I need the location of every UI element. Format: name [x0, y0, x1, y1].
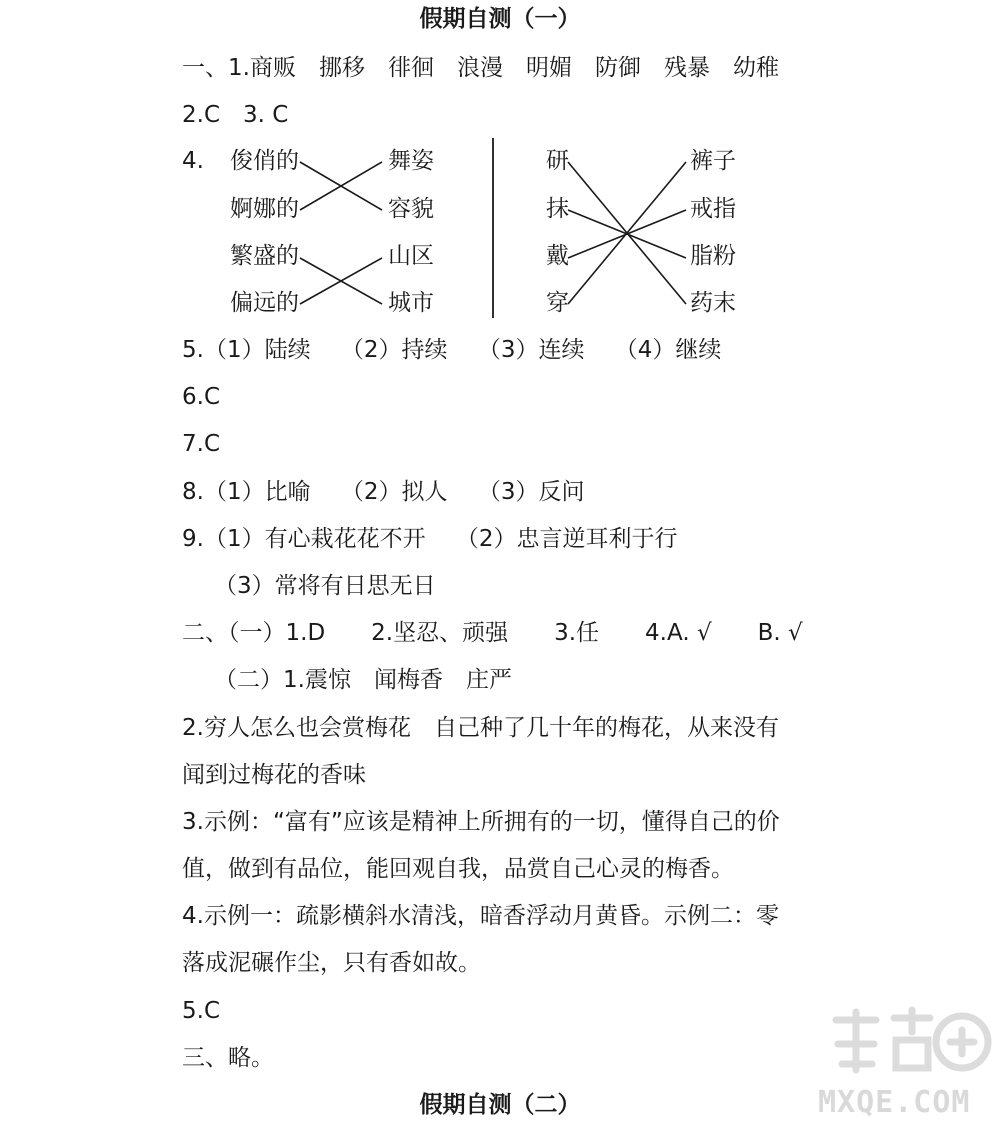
answer-line-12b: 闻到过梅花的香味 — [182, 762, 366, 788]
answer-line-15: 5.C — [182, 998, 221, 1024]
answer-line-1: 一、1.商贩 挪移 徘徊 浪漫 明媚 防御 残暴 幼稚 — [182, 55, 779, 81]
match-line-a1 — [300, 162, 382, 210]
answer-line-13b: 值，做到有品位，能回观自我，品赏自己心灵的梅香。 — [182, 856, 734, 882]
match-right-b-2: 戒指 — [690, 196, 736, 222]
match-line-b4 — [568, 162, 686, 304]
page-title-1: 假期自测（一） — [419, 6, 581, 32]
answer-line-14a: 4.示例一：疏影横斜水清浅，暗香浮动月黄昏。示例二：零 — [182, 903, 779, 929]
match-left-b-3: 戴 — [546, 243, 569, 269]
answer-line-8: 8.（1）比喻 （2）拟人 （3）反问 — [182, 479, 585, 505]
question-number-4: 4. — [182, 148, 204, 174]
watermark-logo-icon — [822, 1000, 992, 1078]
match-right-b-1: 裤子 — [690, 148, 736, 174]
match-left-b-1: 研 — [546, 148, 569, 174]
answer-line-16: 三、略。 — [182, 1045, 274, 1071]
answer-line-9b: （3）常将有日思无日 — [214, 573, 436, 599]
answer-line-6: 6.C — [182, 384, 221, 410]
answer-line-13a: 3.示例：“富有”应该是精神上所拥有的一切，懂得自己的价 — [182, 809, 780, 835]
match-line-a3 — [300, 258, 382, 304]
page-title-2: 假期自测（二） — [419, 1092, 581, 1118]
answer-line-2: 2.C 3. C — [182, 102, 289, 128]
match-line-b1 — [568, 162, 686, 304]
match-right-b-4: 药末 — [690, 290, 736, 316]
match-left-b-2: 抹 — [546, 196, 569, 222]
match-left-a-2: 婀娜的 — [230, 196, 299, 222]
match-line-a4 — [300, 258, 382, 304]
match-right-a-4: 城市 — [388, 290, 434, 316]
answer-line-12a: 2.穷人怎么也会赏梅花 自己种了几十年的梅花，从来没有 — [182, 715, 779, 741]
answer-line-9a: 9.（1）有心栽花花不开 （2）忠言逆耳利于行 — [182, 526, 678, 552]
answer-line-10: 二、（一）1.D 2.坚忍、顽强 3.任 4.A. √ B. √ — [182, 620, 803, 646]
match-left-a-1: 俊俏的 — [230, 148, 299, 174]
match-right-b-3: 脂粉 — [690, 243, 736, 269]
match-line-b2 — [568, 210, 686, 258]
match-right-a-1: 舞姿 — [388, 148, 434, 174]
watermark-text: MXQE.COM — [818, 1085, 971, 1120]
match-line-b3 — [568, 210, 686, 258]
answer-line-5: 5.（1）陆续 （2）持续 （3）连续 （4）继续 — [182, 337, 722, 363]
match-left-b-4: 穿 — [546, 290, 569, 316]
match-right-a-2: 容貌 — [388, 196, 434, 222]
match-left-a-3: 繁盛的 — [230, 243, 299, 269]
match-left-a-4: 偏远的 — [230, 290, 299, 316]
matching-lines — [0, 0, 1000, 340]
answer-line-7: 7.C — [182, 431, 221, 457]
answer-line-14b: 落成泥碾作尘，只有香如故。 — [182, 950, 481, 976]
answer-line-11: （二）1.震惊 闻梅香 庄严 — [214, 667, 512, 693]
match-line-a2 — [300, 162, 382, 210]
match-right-a-3: 山区 — [388, 243, 434, 269]
